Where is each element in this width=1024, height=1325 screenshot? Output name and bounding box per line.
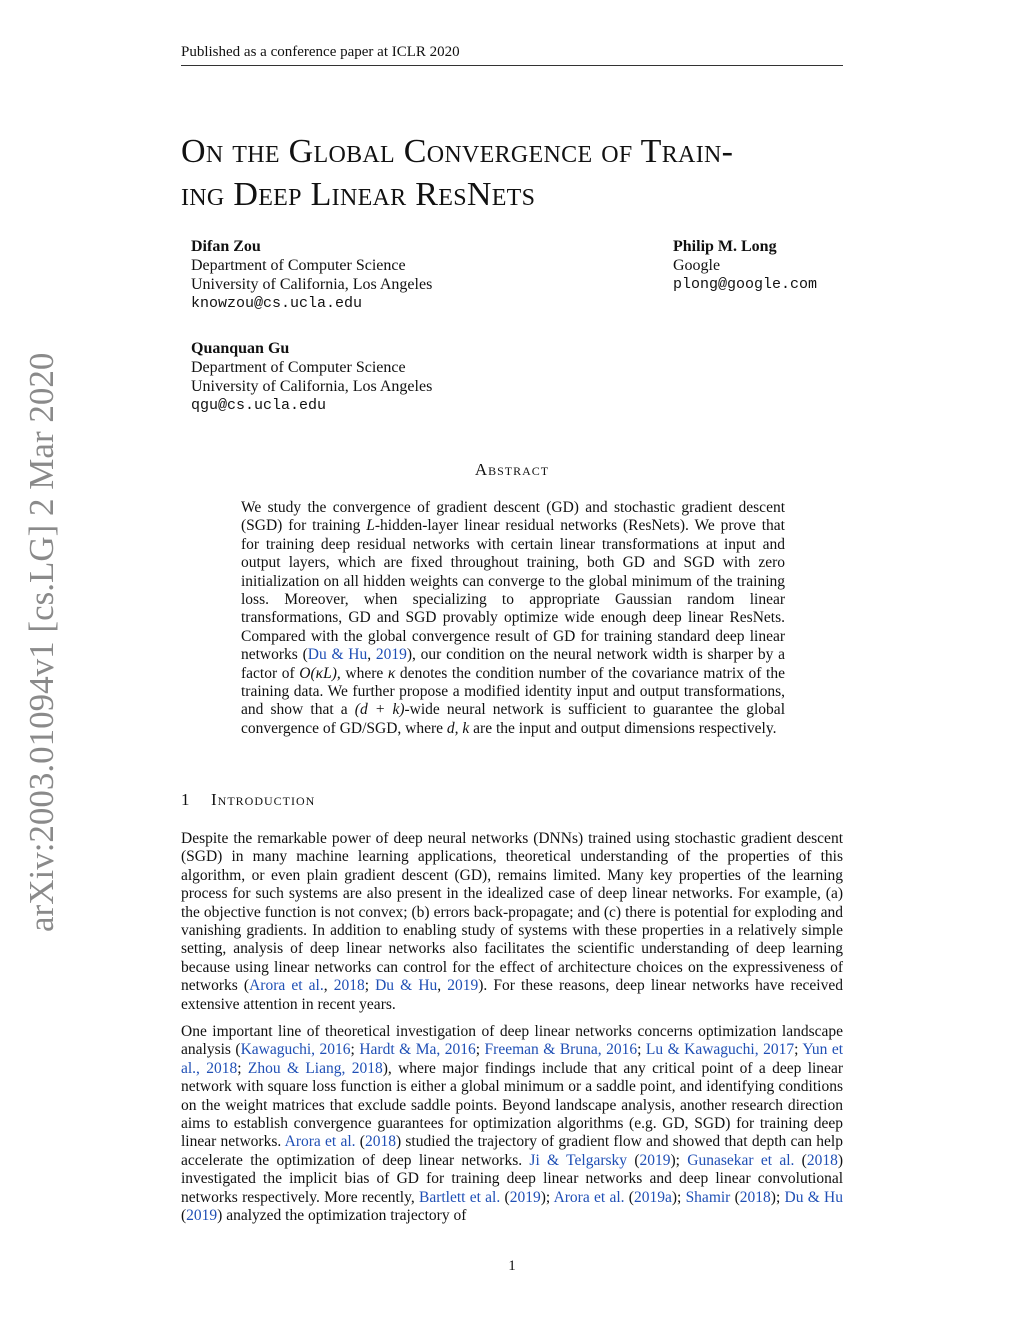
paragraph-text: ); <box>671 1188 686 1206</box>
math-symbol: κ <box>387 664 396 682</box>
citation-link[interactable]: 2019 <box>447 977 479 995</box>
math-symbol: O(κL) <box>299 664 337 682</box>
abstract-text: denotes the condition number of the covariance matrix of the training data. We further propose a modified identity input and output transformations, and show that a <box>241 664 785 719</box>
paragraph-text: ); <box>540 1188 554 1206</box>
paragraph-text: ), where major findings include that any critical point of a deep linear network with square loss function is either a global minimum or a saddle point, and identifying conditions on the weight matrices that exclude saddle points. Beyond landscape analysis, another research direction aims to establish convergence guarantees for optimization algorithms (e.g. GD, SGD) for training deep linear networks. <box>181 1059 843 1151</box>
citation-link[interactable]: Lu & Kawaguchi, 2017 <box>645 1041 795 1059</box>
paragraph-text: ( <box>794 1151 807 1169</box>
paragraph-text: ; <box>350 1041 360 1059</box>
abstract-text: -wide neural network is sufficient to guarantee the global convergence of GD/SGD, where <box>241 701 785 737</box>
page-number: 1 <box>508 1258 516 1274</box>
paragraph-text: ). For these reasons, deep linear networks have received extensive attention in recent years. <box>181 977 843 1013</box>
paragraph-text: ; <box>794 1041 803 1059</box>
author-affiliation: University of California, Los Angeles <box>191 276 433 293</box>
author-name: Quanquan Gu <box>191 340 290 357</box>
citation-link[interactable]: Kawaguchi, 2016 <box>240 1041 351 1059</box>
paragraph-text: ); <box>770 1188 785 1206</box>
citation-link[interactable]: 2019 <box>375 646 407 664</box>
paragraph-text: ) investigated the implicit bias of GD for training deep linear networks and deep linear convolutional networks respectively. More recently, <box>181 1151 844 1206</box>
paragraph-text: One important line of theoretical investigation of deep linear networks concerns optimization landscape analysis ( <box>181 1023 843 1059</box>
paragraph-text: , <box>323 977 334 995</box>
abstract-body <box>241 499 785 738</box>
paragraph-text: Despite the remarkable power of deep neural networks (DNNs) trained using stochastic gradient descent (SGD) in many machine learning applications, theoretical understanding of the properties of this algorithm, or even plain gradient descent (GD), remains limited. Many key properties of the learning process for such systems are also present in the idealized case of deep linear networks. For example, (a) the objective function is not convex; (b) errors back-propagate; and (c) there is potential for exploding and vanishing gradients. In addition to enabling study of systems with these properties in a relatively simple setting, analysis of deep linear networks also facilitates the scientific understanding of deep learning because using linear networks can control for the effect of architecture choices on the expressiveness of networks ( <box>181 830 843 995</box>
author-block-zou <box>191 237 432 313</box>
paper-title <box>181 130 861 216</box>
paragraph-text: ; <box>237 1059 248 1077</box>
intro-paragraph-1 <box>181 830 843 1014</box>
citation-link[interactable]: Du & Hu <box>375 977 438 995</box>
author-department: Department of Computer Science <box>191 359 406 376</box>
intro-paragraph-2 <box>181 1023 843 1225</box>
author-affiliation: Google <box>673 257 721 274</box>
title-line-2: ing Deep Linear ResNets <box>181 176 536 213</box>
math-symbol: (d + k) <box>354 701 405 719</box>
abstract-text: -hidden-layer linear residual networks (ResNets). We prove that for training deep residual networks with certain linear transformations at input and output layers, which are fixed throughout training, both GD and SGD with zero initialization on all hidden weights can converge to the global minimum of the training loss. Moreover, when specializing to appropriate Gaussian random linear transformations, GD and SGD provably optimize wide enough deep linear ResNets. Compared with the global convergence result of GD for training standard deep linear networks ( <box>241 517 785 664</box>
section-number: 1 <box>181 790 191 809</box>
author-block-long <box>673 237 817 294</box>
citation-link[interactable]: Yun et al., 2018 <box>181 1041 843 1077</box>
author-email[interactable]: knowzou@cs.ucla.edu <box>191 295 363 312</box>
paragraph-text: ; <box>364 977 376 995</box>
section-title: Introduction <box>211 790 316 809</box>
author-department: Department of Computer Science <box>191 257 406 274</box>
paragraph-text: , <box>437 977 448 995</box>
citation-link[interactable]: Du & Hu <box>784 1188 843 1206</box>
citation-link[interactable]: 2019 <box>639 1151 671 1169</box>
citation-link[interactable]: 2019a <box>633 1188 672 1206</box>
citation-link[interactable]: 2018 <box>739 1188 771 1206</box>
citation-link[interactable]: Arora et al. <box>284 1133 356 1151</box>
paragraph-text: ( <box>181 1207 187 1225</box>
citation-link[interactable]: Du & Hu <box>307 646 368 664</box>
paragraph-text: ) studied the trajectory of gradient flow and showed that depth can help accelerate the optimization of deep linear networks. <box>181 1133 843 1169</box>
abstract-text: We study the convergence of gradient descent (GD) and stochastic gradient descent (SGD) for training <box>241 499 785 535</box>
citation-link[interactable]: Arora et al. <box>249 977 324 995</box>
paragraph-text: ( <box>627 1151 640 1169</box>
paragraph-text: ( <box>500 1188 510 1206</box>
citation-link[interactable]: Arora et al. <box>553 1188 625 1206</box>
abstract-text: , where <box>336 664 388 682</box>
paragraph-text: ( <box>730 1188 740 1206</box>
paragraph-text: ); <box>670 1151 688 1169</box>
abstract-text: are the input and output dimensions respectively. <box>469 719 777 737</box>
author-name: Philip M. Long <box>673 238 777 255</box>
author-email[interactable]: plong@google.com <box>673 276 818 293</box>
citation-link[interactable]: Zhou & Liang, 2018 <box>247 1059 383 1077</box>
running-header: Published as a conference paper at ICLR 2020 <box>181 44 843 66</box>
paragraph-text: ( <box>355 1133 365 1151</box>
paragraph-text: ; <box>637 1041 646 1059</box>
author-email[interactable]: qgu@cs.ucla.edu <box>191 397 327 414</box>
citation-link[interactable]: Shamir <box>685 1188 731 1206</box>
arxiv-stamp: arXiv:2003.01094v1 [cs.LG] 2 Mar 2020 <box>22 352 61 932</box>
section-heading-introduction <box>181 790 315 810</box>
author-block-gu <box>191 339 432 415</box>
author-affiliation: University of California, Los Angeles <box>191 378 433 395</box>
citation-link[interactable]: 2018 <box>364 1133 396 1151</box>
citation-link[interactable]: Bartlett et al. <box>418 1188 501 1206</box>
citation-link[interactable]: Ji & Telgarsky <box>529 1151 628 1169</box>
citation-link[interactable]: Hardt & Ma, 2016 <box>359 1041 476 1059</box>
paragraph-text: ) analyzed the optimization trajectory of <box>217 1207 467 1225</box>
citation-link[interactable]: 2019 <box>186 1207 218 1225</box>
citation-link[interactable]: 2018 <box>806 1151 838 1169</box>
math-symbol: L <box>366 517 375 535</box>
paragraph-text: ; <box>475 1041 485 1059</box>
paragraph-text: ( <box>624 1188 634 1206</box>
title-line-1: On the Global Convergence of Train- <box>181 133 734 170</box>
citation-link[interactable]: 2019 <box>509 1188 541 1206</box>
math-symbol: d, k <box>446 719 470 737</box>
abstract-text: ), our condition on the neural network width is sharper by a factor of <box>241 646 786 682</box>
citation-link[interactable]: Gunasekar et al. <box>687 1151 795 1169</box>
abstract-text: , <box>367 646 376 664</box>
author-name: Difan Zou <box>191 238 261 255</box>
citation-link[interactable]: 2018 <box>333 977 365 995</box>
citation-link[interactable]: Freeman & Bruna, 2016 <box>484 1041 638 1059</box>
abstract-heading: Abstract <box>474 460 550 479</box>
